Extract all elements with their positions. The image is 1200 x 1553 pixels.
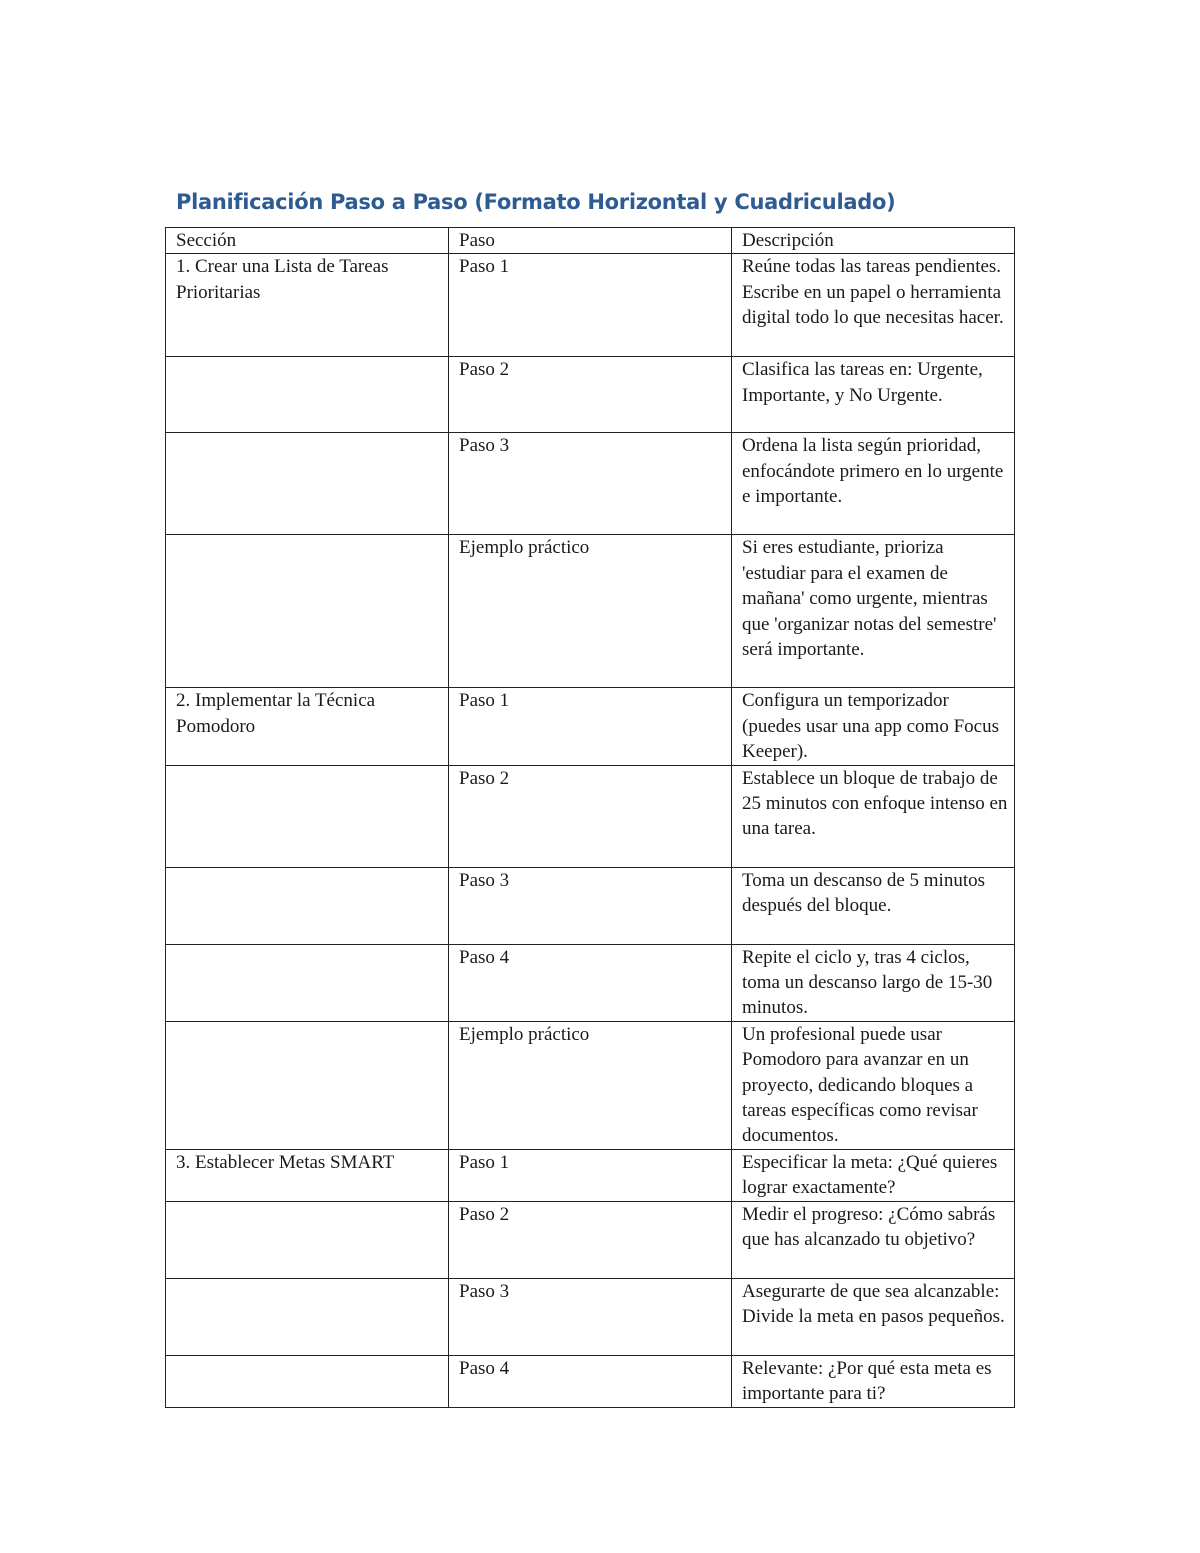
description-cell	[732, 1021, 1015, 1149]
step-cell	[449, 765, 732, 867]
step-text: Paso 3	[459, 869, 510, 891]
step-text: Ejemplo práctico	[459, 537, 590, 559]
table-row	[166, 1278, 1015, 1355]
table-row	[166, 867, 1015, 944]
description-cell	[732, 1278, 1015, 1355]
section-text: 2. Implementar la Técnica Pomodoro	[176, 690, 376, 737]
description-cell	[732, 867, 1015, 944]
table-row	[166, 765, 1015, 867]
description-text: Reúne todas las tareas pendientes. Escribe en un papel o herramienta digital todo lo que necesitas hacer.	[742, 256, 1004, 329]
step-text: Paso 1	[459, 690, 510, 712]
step-cell	[449, 357, 732, 433]
description-cell	[732, 357, 1015, 433]
section-cell	[166, 867, 449, 944]
section-cell	[166, 765, 449, 867]
step-cell	[449, 1149, 732, 1201]
table-row	[166, 433, 1015, 535]
description-text: Configura un temporizador (puedes usar una app como Focus Keeper).	[742, 690, 999, 763]
section-cell	[166, 433, 449, 535]
section-cell	[166, 357, 449, 433]
step-cell	[449, 1355, 732, 1407]
page-title: Planificación Paso a Paso (Formato Horizontal y Cuadriculado)	[176, 190, 896, 214]
step-cell	[449, 254, 732, 357]
table-header-row	[166, 228, 1015, 254]
step-cell	[449, 867, 732, 944]
step-text: Paso 1	[459, 1151, 510, 1173]
table-row	[166, 688, 1015, 765]
section-cell	[166, 688, 449, 765]
header-label: Descripción	[742, 230, 834, 251]
step-cell	[449, 1021, 732, 1149]
section-cell	[166, 1355, 449, 1407]
step-text: Paso 4	[459, 1357, 510, 1379]
description-text: Medir el progreso: ¿Cómo sabrás que has alcanzado tu objetivo?	[742, 1203, 996, 1251]
section-text: 3. Establecer Metas SMART	[176, 1151, 395, 1173]
table-row	[166, 1355, 1015, 1407]
description-cell	[732, 1201, 1015, 1278]
description-text: Repite el ciclo y, tras 4 ciclos, toma un descanso largo de 15-30 minutos.	[742, 946, 993, 1019]
section-cell	[166, 1149, 449, 1201]
table-row	[166, 944, 1015, 1021]
description-cell	[732, 944, 1015, 1021]
step-text: Paso 3	[459, 435, 510, 457]
planning-table	[165, 227, 1015, 1408]
section-cell	[166, 944, 449, 1021]
section-cell	[166, 1021, 449, 1149]
section-text: 1. Crear una Lista de Tareas Prioritarias	[176, 256, 389, 303]
description-cell	[732, 1355, 1015, 1407]
table-row	[166, 1021, 1015, 1149]
step-text: Paso 1	[459, 256, 510, 278]
header-cell-step	[449, 228, 732, 254]
step-cell	[449, 433, 732, 535]
description-cell	[732, 765, 1015, 867]
description-cell	[732, 1149, 1015, 1201]
description-cell	[732, 688, 1015, 765]
step-cell	[449, 535, 732, 688]
description-cell	[732, 535, 1015, 688]
description-text: Especificar la meta: ¿Qué quieres lograr exactamente?	[742, 1151, 998, 1199]
description-text: Ordena la lista según prioridad, enfocándote primero en lo urgente e importante.	[742, 435, 1004, 508]
section-cell	[166, 1201, 449, 1278]
description-text: Clasifica las tareas en: Urgente, Importante, y No Urgente.	[742, 359, 983, 406]
header-label: Paso	[459, 230, 495, 251]
step-cell	[449, 688, 732, 765]
description-text: Relevante: ¿Por qué esta meta es importante para ti?	[742, 1357, 992, 1405]
step-text: Ejemplo práctico	[459, 1023, 590, 1045]
description-text: Si eres estudiante, prioriza 'estudiar para el examen de mañana' como urgente, mientras que 'organizar notas del semestre' será importante.	[742, 537, 997, 661]
step-text: Paso 3	[459, 1280, 510, 1302]
table-row	[166, 535, 1015, 688]
step-text: Paso 2	[459, 767, 510, 789]
description-cell	[732, 254, 1015, 357]
step-cell	[449, 944, 732, 1021]
table-row	[166, 1201, 1015, 1278]
table-row	[166, 1149, 1015, 1201]
description-text: Un profesional puede usar Pomodoro para avanzar en un proyecto, dedicando bloques a tareas específicas como revisar documentos.	[742, 1023, 978, 1147]
step-cell	[449, 1278, 732, 1355]
step-text: Paso 4	[459, 946, 510, 968]
section-cell	[166, 1278, 449, 1355]
header-label: Sección	[176, 230, 237, 251]
step-cell	[449, 1201, 732, 1278]
section-cell	[166, 254, 449, 357]
description-text: Establece un bloque de trabajo de 25 minutos con enfoque intenso en una tarea.	[742, 767, 1008, 840]
step-text: Paso 2	[459, 1203, 510, 1225]
section-cell	[166, 535, 449, 688]
header-cell-section	[166, 228, 449, 254]
description-text: Toma un descanso de 5 minutos después del bloque.	[742, 869, 985, 917]
description-cell	[732, 433, 1015, 535]
step-text: Paso 2	[459, 359, 510, 381]
description-text: Asegurarte de que sea alcanzable: Divide la meta en pasos pequeños.	[742, 1280, 1005, 1328]
table-row	[166, 357, 1015, 433]
header-cell-description	[732, 228, 1015, 254]
table-row	[166, 254, 1015, 357]
